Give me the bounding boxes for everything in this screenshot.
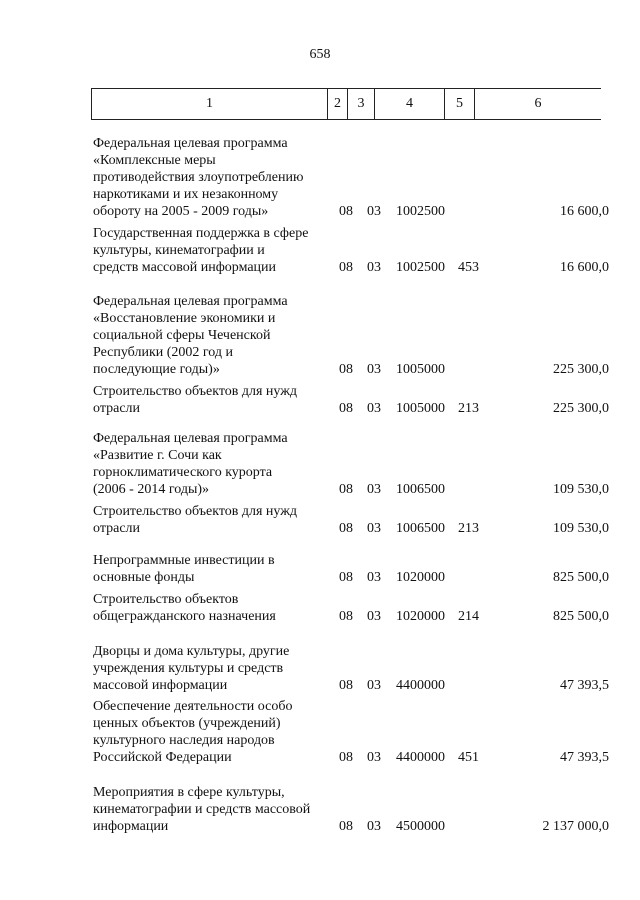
row-col-6: 225 300,0 (553, 362, 609, 377)
row-col-2: 08 (339, 362, 353, 377)
row-name: Непрограммные инвестиции в основные фонды (93, 553, 275, 585)
row-name: Федеральная целевая программа «Комплексные меры противодействия злоупотреблению наркотиками и их незаконному обороту на 2005 - 2009 годы» (93, 136, 304, 219)
table-row (0, 784, 640, 835)
row-col-2: 08 (339, 750, 353, 765)
row-col-3: 03 (367, 750, 381, 765)
row-col-2: 08 (339, 819, 353, 834)
header-col-4: 4 (375, 89, 445, 119)
row-col-5: 213 (458, 401, 479, 416)
row-col-4: 1005000 (396, 362, 445, 377)
row-col-6: 2 137 000,0 (542, 819, 609, 834)
row-name: Мероприятия в сфере культуры, кинематографии и средств массовой информации (93, 785, 311, 834)
row-col-5: 453 (458, 260, 479, 275)
header-col-6: 6 (534, 96, 542, 111)
header-col-1: 1 (92, 89, 328, 119)
table-row (0, 135, 640, 220)
row-col-5: 214 (458, 609, 479, 624)
row-col-6: 825 500,0 (553, 609, 609, 624)
row-col-6: 47 393,5 (560, 678, 609, 693)
row-col-2: 08 (339, 204, 353, 219)
row-col-4: 4400000 (396, 678, 445, 693)
header-col-5: 5 (445, 89, 475, 119)
table-row (0, 698, 640, 766)
row-col-3: 03 (367, 678, 381, 693)
table-row (0, 293, 640, 378)
row-col-4: 1002500 (396, 204, 445, 219)
row-col-2: 08 (339, 260, 353, 275)
header-col-3: 3 (348, 89, 375, 119)
table-row (0, 552, 640, 586)
row-col-6: 825 500,0 (553, 570, 609, 585)
row-col-4: 1020000 (396, 609, 445, 624)
row-col-6: 109 530,0 (553, 482, 609, 497)
page-number: 658 (309, 47, 331, 62)
row-name: Строительство объектов для нужд отрасли (93, 384, 298, 416)
row-name: Дворцы и дома культуры, другие учреждения культуры и средств массовой информации (93, 644, 290, 693)
row-col-2: 08 (339, 570, 353, 585)
row-col-6: 47 393,5 (560, 750, 609, 765)
row-col-3: 03 (367, 609, 381, 624)
row-name: Федеральная целевая программа «Развитие г. Сочи как горноклиматического курорта (2006 - 2014 годы)» (93, 431, 288, 497)
row-col-3: 03 (367, 401, 381, 416)
row-col-4: 4500000 (396, 819, 445, 834)
table-row (0, 225, 640, 276)
row-name: Обеспечение деятельности особо ценных объектов (учреждений) культурного наследия народов Российской Федерации (93, 699, 293, 765)
row-name: Государственная поддержка в сфере культуры, кинематографии и средств массовой информации (93, 226, 309, 275)
row-name: Строительство объектов общегражданского назначения (93, 592, 276, 624)
header-col-2: 2 (328, 89, 348, 119)
row-col-3: 03 (367, 521, 381, 536)
row-col-4: 4400000 (396, 750, 445, 765)
row-col-4: 1006500 (396, 482, 445, 497)
row-col-2: 08 (339, 482, 353, 497)
row-col-3: 03 (367, 819, 381, 834)
row-col-6: 16 600,0 (560, 204, 609, 219)
row-col-6: 16 600,0 (560, 260, 609, 275)
row-col-6: 225 300,0 (553, 401, 609, 416)
table-header (91, 88, 601, 120)
row-col-3: 03 (367, 260, 381, 275)
row-col-3: 03 (367, 204, 381, 219)
table-row (0, 383, 640, 417)
row-col-2: 08 (339, 609, 353, 624)
row-col-6: 109 530,0 (553, 521, 609, 536)
table-row (0, 503, 640, 537)
row-col-4: 1005000 (396, 401, 445, 416)
row-name: Строительство объектов для нужд отрасли (93, 504, 298, 536)
row-name: Федеральная целевая программа «Восстановление экономики и социальной сферы Чеченской Республики (2002 год и последующие годы)» (93, 294, 288, 377)
row-col-4: 1002500 (396, 260, 445, 275)
row-col-4: 1006500 (396, 521, 445, 536)
row-col-5: 213 (458, 521, 479, 536)
table-row (0, 591, 640, 625)
table-row (0, 430, 640, 498)
row-col-2: 08 (339, 521, 353, 536)
row-col-5: 451 (458, 750, 479, 765)
row-col-3: 03 (367, 482, 381, 497)
row-col-3: 03 (367, 362, 381, 377)
row-col-4: 1020000 (396, 570, 445, 585)
row-col-2: 08 (339, 678, 353, 693)
row-col-2: 08 (339, 401, 353, 416)
table-row (0, 643, 640, 694)
row-col-3: 03 (367, 570, 381, 585)
